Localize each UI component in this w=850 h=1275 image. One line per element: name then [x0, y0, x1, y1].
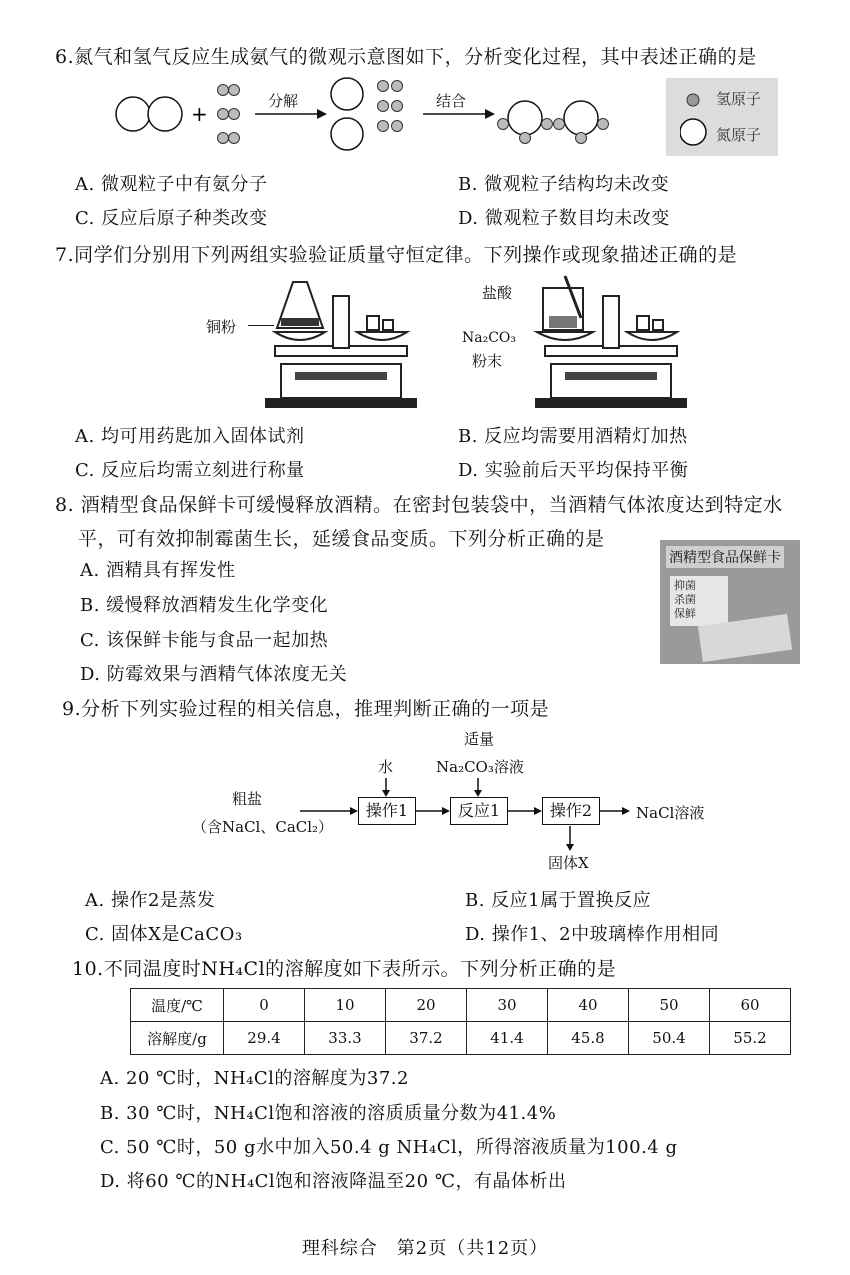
q9-solid-x: 固体X [548, 854, 589, 872]
temp-cell: 0 [224, 989, 305, 1022]
temp-cell: 30 [467, 989, 548, 1022]
row-label-temperature: 温度/℃ [131, 989, 224, 1022]
q7-stem: 7.同学们分别用下列两组实验验证质量守恒定律。下列操作或现象描述正确的是 [55, 244, 738, 266]
row-label-solubility: 溶解度/g [131, 1022, 224, 1055]
q7-option-c[interactable]: C. 反应后均需立刻进行称量 [75, 460, 305, 481]
q8-option-b[interactable]: B. 缓慢释放酒精发生化学变化 [80, 595, 329, 616]
q9-stem: 9.分析下列实验过程的相关信息，推理判断正确的一项是 [62, 698, 550, 720]
q6-legend-n: 氮原子 [716, 126, 762, 144]
q9-reagent-amount: 适量 [464, 730, 495, 748]
q10-option-b[interactable]: B. 30 ℃时，NH₄Cl饱和溶液的溶质质量分数为41.4% [100, 1103, 557, 1124]
q8-photo-card [670, 576, 728, 626]
q10-stem: 10.不同温度时NH₄Cl的溶解度如下表所示。下列分析正确的是 [72, 958, 617, 980]
temp-cell: 10 [305, 989, 386, 1022]
q8-photo-title: 酒精型食品保鲜卡 [666, 546, 784, 568]
q6-option-b[interactable]: B. 微观粒子结构均未改变 [458, 174, 670, 195]
q7-option-a[interactable]: A. 均可用药匙加入固体试剂 [75, 426, 305, 447]
table-row-solubility [131, 1022, 791, 1055]
q6-option-d[interactable]: D. 微观粒子数目均未改变 [458, 208, 670, 229]
q10-option-c[interactable]: C. 50 ℃时，50 g水中加入50.4 g NH₄Cl，所得溶液质量为100.4 g [100, 1137, 678, 1158]
solubility-cell: 37.2 [386, 1022, 467, 1055]
q9-option-d[interactable]: D. 操作1、2中玻璃棒作用相同 [465, 924, 720, 945]
q9-box-reaction-1: 反应1 [450, 797, 508, 825]
q6-arrow1-label: 分解 [268, 92, 299, 110]
q6-arrow2-label: 结合 [436, 92, 467, 110]
q8-option-d[interactable]: D. 防霉效果与酒精气体浓度无关 [80, 664, 348, 685]
q9-option-a[interactable]: A. 操作2是蒸发 [85, 890, 216, 911]
q9-option-c[interactable]: C. 固体X是CaCO₃ [85, 924, 243, 945]
q7-label-na2co3: Na₂CO₃ [462, 330, 517, 346]
q8-stem-line1: 8. 酒精型食品保鲜卡可缓慢释放酒精。在密封包装袋中，当酒精气体浓度达到特定水 [55, 494, 783, 516]
temp-cell: 40 [548, 989, 629, 1022]
q7-label-powder: 粉末 [472, 352, 503, 370]
temp-cell: 20 [386, 989, 467, 1022]
q10-option-d[interactable]: D. 将60 ℃的NH₄Cl饱和溶液降温至20 ℃，有晶体析出 [100, 1171, 567, 1192]
temp-cell: 60 [710, 989, 791, 1022]
q7-copper-pointer [248, 325, 274, 326]
temp-cell: 50 [629, 989, 710, 1022]
q7-label-acid: 盐酸 [482, 284, 513, 302]
solubility-cell: 33.3 [305, 1022, 386, 1055]
q9-reagent-label: Na₂CO₃溶液 [436, 758, 524, 776]
q9-flow-arrows [300, 776, 640, 856]
solubility-cell: 50.4 [629, 1022, 710, 1055]
q9-output-nacl: NaCl溶液 [636, 804, 705, 822]
q9-box-operation-2: 操作2 [542, 797, 600, 825]
q8-photo-item-3: 保鲜 [674, 607, 696, 620]
q10-option-a[interactable]: A. 20 ℃时，NH₄Cl的溶解度为37.2 [100, 1068, 409, 1089]
balance-2-icon [525, 272, 695, 412]
q6-legend-symbols [680, 86, 720, 150]
q6-molecule-diagram [105, 76, 665, 156]
q6-stem: 6.氮气和氢气反应生成氨气的微观示意图如下，分析变化过程，其中表述正确的是 [55, 46, 757, 68]
q6-legend [666, 78, 778, 156]
q7-option-d[interactable]: D. 实验前后天平均保持平衡 [458, 460, 689, 481]
table-row-temperature [131, 989, 791, 1022]
q8-option-a[interactable]: A. 酒精具有挥发性 [80, 560, 236, 581]
q9-box-operation-1: 操作1 [358, 797, 416, 825]
solubility-cell: 29.4 [224, 1022, 305, 1055]
svg-text:+: + [191, 102, 208, 126]
q10-solubility-table [130, 988, 791, 1055]
q6-option-c[interactable]: C. 反应后原子种类改变 [75, 208, 268, 229]
q8-photo-item-1: 抑菌 [674, 579, 696, 592]
q8-product-photo [660, 540, 800, 664]
q9-input-note: （含NaCl、CaCl₂） [192, 818, 334, 836]
q7-label-copper: 铜粉 [206, 318, 237, 336]
balance-1-icon [255, 272, 425, 412]
q6-legend-h: 氢原子 [716, 90, 762, 108]
q8-option-c[interactable]: C. 该保鲜卡能与食品一起加热 [80, 630, 329, 651]
q9-input-crude-salt: 粗盐 [232, 790, 263, 808]
solubility-cell: 45.8 [548, 1022, 629, 1055]
q6-option-a[interactable]: A. 微观粒子中有氨分子 [75, 174, 268, 195]
q9-option-b[interactable]: B. 反应1属于置换反应 [465, 890, 652, 911]
q9-water-label: 水 [378, 758, 394, 776]
q8-photo-item-2: 杀菌 [674, 593, 696, 606]
page-footer: 理科综合 第2页（共12页） [301, 1238, 549, 1259]
q8-stem-line2: 平，可有效抑制霉菌生长，延缓食品变质。下列分析正确的是 [78, 528, 605, 550]
q7-option-b[interactable]: B. 反应均需要用酒精灯加热 [458, 426, 688, 447]
solubility-cell: 55.2 [710, 1022, 791, 1055]
solubility-cell: 41.4 [467, 1022, 548, 1055]
